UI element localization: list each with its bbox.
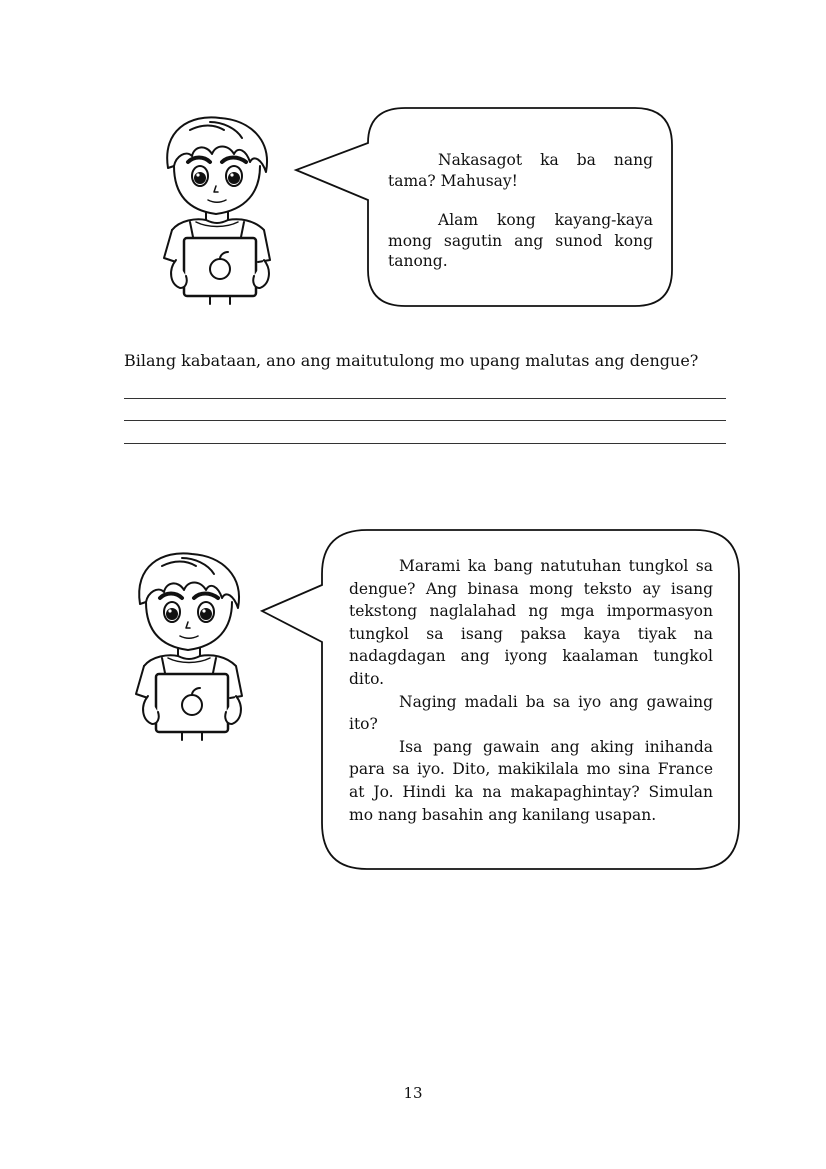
bubble-2-paragraph: Naging madali ba sa iyo ang gawaing ito? [349,692,713,734]
bubble-1-text [388,150,653,272]
bubble-2-paragraph: Isa pang gawain ang aking inihanda para sa iyo. Dito, makikilala mo sina France at Jo. Hindi ka na makapaghintay? Simulan mo nang basahin ang kanilang usapan. [349,737,713,824]
answer-line[interactable] [124,398,726,399]
bubble-1-paragraph: Nakasagot ka ba nang tama? Mahusay! [388,151,653,190]
bubble-1-paragraph: Alam kong kayang-kaya mong sagutin ang sunod kong tanong. [388,211,653,270]
bubble-2-paragraph: Marami ka bang natutuhan tungkol sa dengue? Ang binasa mong teksto ay isang tekstong naglalahad ng mga impormasyon tungkol sa isang paksa kaya tiyak na nadagdagan ang iyong kaalaman tungkol dito. [349,557,713,688]
answer-line[interactable] [124,420,726,421]
page-number: 13 [403,1084,423,1102]
answer-line[interactable] [124,443,726,444]
bubble-2-text [349,555,713,826]
boy-character-illustration [150,110,280,310]
boy-character-illustration [122,546,252,746]
question-text: Bilang kabataan, ano ang maitutulong mo upang malutas ang dengue? [124,351,699,370]
